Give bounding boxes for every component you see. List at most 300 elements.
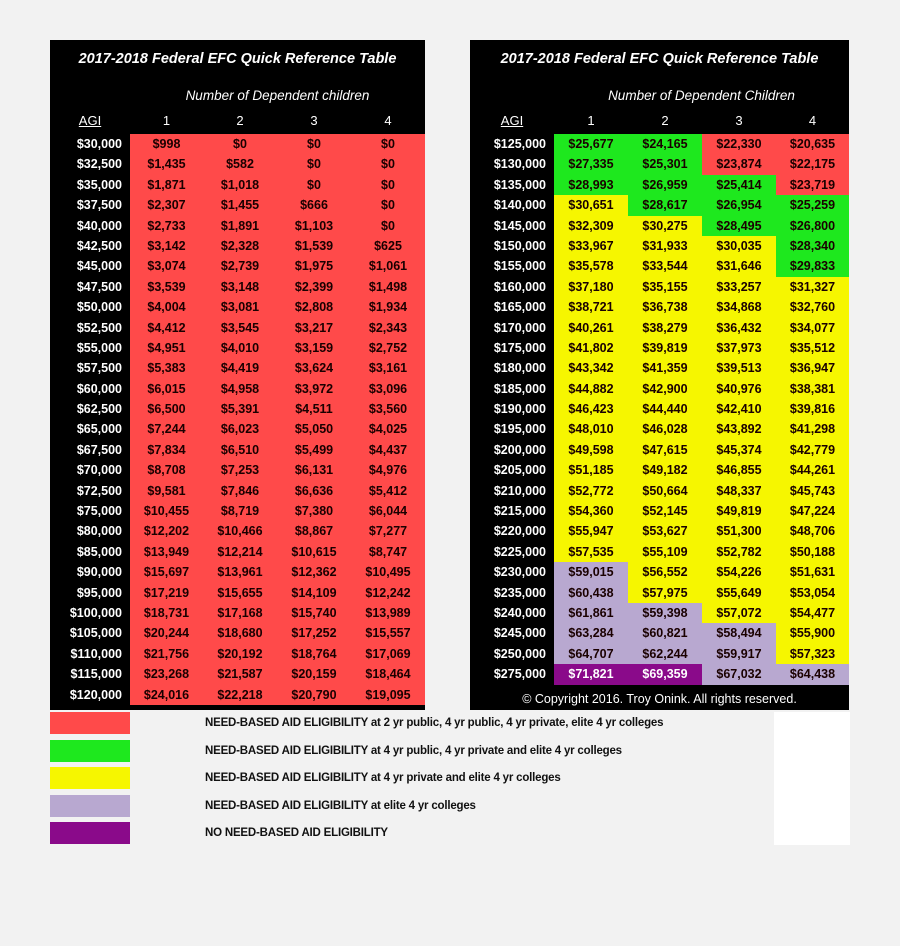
legend-swatch-green	[50, 740, 130, 762]
legend-item	[50, 795, 774, 817]
efc-value-cell: $40,261	[554, 318, 628, 338]
efc-value-cell: $2,739	[203, 256, 277, 276]
right-table-body	[470, 134, 849, 685]
efc-value-cell: $55,947	[554, 521, 628, 541]
efc-value-cell: $1,975	[277, 256, 351, 276]
efc-value-cell: $47,224	[776, 501, 849, 521]
efc-value-cell: $1,498	[351, 277, 425, 297]
efc-value-cell: $3,972	[277, 379, 351, 399]
efc-value-cell: $998	[130, 134, 203, 154]
efc-value-cell: $61,861	[554, 603, 628, 623]
efc-value-cell: $4,951	[130, 338, 203, 358]
agi-header: AGI	[78, 113, 102, 128]
efc-value-cell: $2,733	[130, 216, 203, 236]
legend-item	[50, 767, 774, 789]
right-table-subtitle: Number of Dependent Children	[608, 88, 795, 103]
efc-value-cell: $5,499	[277, 440, 351, 460]
efc-value-cell: $0	[351, 195, 425, 215]
legend-label: NEED-BASED AID ELIGIBILITY at 4 yr public, 4 yr private and elite 4 yr colleges	[205, 744, 622, 757]
efc-value-cell: $35,155	[628, 277, 702, 297]
column-header: 4	[808, 113, 817, 128]
efc-value-cell: $3,217	[277, 318, 351, 338]
efc-value-cell: $48,010	[554, 419, 628, 439]
efc-value-cell: $41,359	[628, 358, 702, 378]
efc-value-cell: $5,383	[130, 358, 203, 378]
efc-table-right	[470, 40, 849, 710]
efc-value-cell: $42,779	[776, 440, 849, 460]
efc-value-cell: $33,257	[702, 277, 776, 297]
efc-value-cell: $18,731	[130, 603, 203, 623]
table-row	[470, 216, 849, 236]
agi-cell: $60,000	[76, 381, 122, 396]
efc-value-cell: $7,846	[203, 481, 277, 501]
efc-value-cell: $67,032	[702, 664, 776, 684]
efc-value-cell: $20,790	[277, 685, 351, 705]
efc-value-cell: $53,054	[776, 583, 849, 603]
efc-value-cell: $39,819	[628, 338, 702, 358]
efc-value-cell: $43,342	[554, 358, 628, 378]
efc-value-cell: $25,414	[702, 175, 776, 195]
agi-cell: $150,000	[493, 238, 546, 253]
efc-value-cell: $18,464	[351, 664, 425, 684]
efc-value-cell: $24,165	[628, 134, 702, 154]
efc-value-cell: $31,327	[776, 277, 849, 297]
efc-value-cell: $53,627	[628, 521, 702, 541]
efc-value-cell: $54,226	[702, 562, 776, 582]
efc-value-cell: $47,615	[628, 440, 702, 460]
efc-value-cell: $28,993	[554, 175, 628, 195]
efc-value-cell: $0	[277, 154, 351, 174]
efc-value-cell: $1,891	[203, 216, 277, 236]
left-table-body	[50, 134, 425, 705]
efc-value-cell: $3,142	[130, 236, 203, 256]
efc-value-cell: $43,892	[702, 419, 776, 439]
efc-value-cell: $31,646	[702, 256, 776, 276]
efc-value-cell: $1,871	[130, 175, 203, 195]
efc-value-cell: $48,706	[776, 521, 849, 541]
efc-value-cell: $60,438	[554, 583, 628, 603]
efc-value-cell: $7,253	[203, 460, 277, 480]
table-row	[470, 318, 849, 338]
efc-value-cell: $59,015	[554, 562, 628, 582]
efc-value-cell: $3,148	[203, 277, 277, 297]
efc-value-cell: $49,819	[702, 501, 776, 521]
efc-value-cell: $3,161	[351, 358, 425, 378]
legend-label: NEED-BASED AID ELIGIBILITY at elite 4 yr colleges	[205, 799, 476, 812]
agi-cell: $245,000	[493, 626, 546, 641]
table-row	[50, 623, 425, 643]
efc-value-cell: $54,477	[776, 603, 849, 623]
efc-value-cell: $6,636	[277, 481, 351, 501]
efc-value-cell: $8,867	[277, 521, 351, 541]
efc-value-cell: $64,438	[776, 664, 849, 684]
efc-value-cell: $12,362	[277, 562, 351, 582]
efc-value-cell: $60,821	[628, 623, 702, 643]
efc-value-cell: $52,145	[628, 501, 702, 521]
efc-value-cell: $0	[351, 154, 425, 174]
efc-value-cell: $26,954	[702, 195, 776, 215]
efc-value-cell: $32,309	[554, 216, 628, 236]
efc-value-cell: $46,423	[554, 399, 628, 419]
agi-cell: $32,500	[76, 157, 122, 172]
efc-value-cell: $39,816	[776, 399, 849, 419]
efc-value-cell: $25,677	[554, 134, 628, 154]
efc-value-cell: $38,279	[628, 318, 702, 338]
agi-cell: $30,000	[76, 137, 122, 151]
efc-value-cell: $0	[277, 175, 351, 195]
table-row	[470, 623, 849, 643]
agi-cell: $115,000	[70, 667, 122, 682]
efc-value-cell: $4,419	[203, 358, 277, 378]
efc-value-cell: $38,381	[776, 379, 849, 399]
table-row	[470, 644, 849, 664]
efc-value-cell: $1,103	[277, 216, 351, 236]
table-row	[50, 481, 425, 501]
color-legend	[50, 712, 850, 847]
efc-value-cell: $22,330	[702, 134, 776, 154]
efc-value-cell: $36,738	[628, 297, 702, 317]
column-header: 2	[236, 113, 244, 128]
agi-cell: $205,000	[493, 463, 546, 478]
efc-value-cell: $1,061	[351, 256, 425, 276]
agi-cell: $190,000	[493, 402, 546, 417]
agi-cell: $62,500	[76, 402, 122, 417]
table-row	[50, 583, 425, 603]
efc-value-cell: $20,635	[776, 134, 849, 154]
table-row	[470, 236, 849, 256]
efc-value-cell: $2,328	[203, 236, 277, 256]
agi-cell: $215,000	[493, 504, 546, 519]
agi-cell: $165,000	[493, 300, 546, 315]
table-row	[470, 256, 849, 276]
agi-cell: $200,000	[493, 442, 546, 457]
efc-value-cell: $36,947	[776, 358, 849, 378]
efc-value-cell: $4,958	[203, 379, 277, 399]
agi-cell: $135,000	[493, 177, 546, 192]
efc-value-cell: $39,513	[702, 358, 776, 378]
efc-value-cell: $35,578	[554, 256, 628, 276]
column-header: 1	[162, 113, 171, 128]
agi-cell: $235,000	[493, 585, 546, 600]
agi-cell: $185,000	[493, 381, 546, 396]
efc-value-cell: $4,004	[130, 297, 203, 317]
table-row	[50, 338, 425, 358]
agi-cell: $37,500	[76, 198, 122, 213]
agi-cell: $105,000	[69, 626, 122, 641]
table-row	[470, 195, 849, 215]
agi-cell: $195,000	[493, 422, 546, 437]
agi-header: AGI	[500, 113, 524, 128]
efc-value-cell: $28,340	[776, 236, 849, 256]
agi-cell: $80,000	[76, 524, 122, 539]
table-row	[50, 603, 425, 623]
efc-value-cell: $49,598	[554, 440, 628, 460]
efc-value-cell: $30,275	[628, 216, 702, 236]
efc-value-cell: $666	[277, 195, 351, 215]
efc-value-cell: $4,025	[351, 419, 425, 439]
efc-value-cell: $1,455	[203, 195, 277, 215]
efc-value-cell: $59,917	[702, 644, 776, 664]
efc-value-cell: $13,961	[203, 562, 277, 582]
table-row	[470, 399, 849, 419]
efc-value-cell: $582	[203, 154, 277, 174]
efc-value-cell: $3,624	[277, 358, 351, 378]
efc-value-cell: $22,218	[203, 685, 277, 705]
efc-value-cell: $20,192	[203, 644, 277, 664]
efc-value-cell: $0	[351, 134, 425, 154]
efc-value-cell: $9,581	[130, 481, 203, 501]
agi-cell: $65,000	[76, 422, 122, 437]
efc-value-cell: $6,015	[130, 379, 203, 399]
efc-value-cell: $17,168	[203, 603, 277, 623]
efc-table-left	[50, 40, 425, 710]
efc-value-cell: $46,855	[702, 460, 776, 480]
efc-value-cell: $15,655	[203, 583, 277, 603]
efc-value-cell: $1,934	[351, 297, 425, 317]
efc-value-cell: $52,772	[554, 481, 628, 501]
legend-item	[50, 740, 774, 762]
efc-value-cell: $27,335	[554, 154, 628, 174]
efc-value-cell: $10,455	[130, 501, 203, 521]
efc-value-cell: $25,301	[628, 154, 702, 174]
agi-cell: $250,000	[493, 646, 546, 661]
legend-swatch-red	[50, 712, 130, 734]
table-row	[470, 583, 849, 603]
table-row	[470, 154, 849, 174]
agi-cell: $67,500	[76, 442, 122, 457]
efc-value-cell: $23,268	[130, 664, 203, 684]
table-row	[50, 379, 425, 399]
efc-value-cell: $31,933	[628, 236, 702, 256]
efc-value-cell: $20,159	[277, 664, 351, 684]
agi-cell: $50,000	[76, 300, 122, 315]
efc-value-cell: $38,721	[554, 297, 628, 317]
efc-value-cell: $26,800	[776, 216, 849, 236]
agi-cell: $55,000	[76, 340, 122, 355]
agi-cell: $145,000	[493, 218, 546, 233]
agi-cell: $125,000	[493, 137, 546, 151]
agi-cell: $210,000	[493, 483, 546, 498]
efc-value-cell: $45,374	[702, 440, 776, 460]
table-row	[470, 440, 849, 460]
table-row	[50, 460, 425, 480]
efc-value-cell: $3,159	[277, 338, 351, 358]
efc-value-cell: $0	[203, 134, 277, 154]
efc-value-cell: $15,557	[351, 623, 425, 643]
table-row	[50, 318, 425, 338]
agi-cell: $120,000	[69, 687, 122, 702]
efc-value-cell: $33,967	[554, 236, 628, 256]
legend-label: NO NEED-BASED AID ELIGIBILITY	[205, 827, 388, 839]
table-row	[470, 277, 849, 297]
left-table-header	[50, 110, 425, 132]
legend-item	[50, 822, 774, 844]
table-row	[50, 440, 425, 460]
legend-blank-panel	[774, 712, 850, 845]
agi-cell: $95,000	[76, 585, 122, 600]
efc-value-cell: $3,560	[351, 399, 425, 419]
efc-value-cell: $57,535	[554, 542, 628, 562]
efc-value-cell: $5,391	[203, 399, 277, 419]
column-header: 3	[735, 113, 743, 128]
agi-cell: $220,000	[493, 524, 546, 539]
table-row	[470, 501, 849, 521]
table-row	[470, 603, 849, 623]
efc-value-cell: $5,050	[277, 419, 351, 439]
table-row	[470, 175, 849, 195]
agi-cell: $85,000	[76, 544, 122, 559]
efc-value-cell: $12,214	[203, 542, 277, 562]
efc-value-cell: $34,868	[702, 297, 776, 317]
efc-value-cell: $69,359	[628, 664, 702, 684]
agi-cell: $42,500	[76, 238, 122, 253]
agi-cell: $155,000	[493, 259, 546, 274]
efc-value-cell: $625	[351, 236, 425, 256]
efc-value-cell: $6,500	[130, 399, 203, 419]
efc-value-cell: $55,649	[702, 583, 776, 603]
agi-cell: $180,000	[493, 361, 546, 376]
efc-value-cell: $12,242	[351, 583, 425, 603]
efc-value-cell: $37,180	[554, 277, 628, 297]
efc-value-cell: $6,131	[277, 460, 351, 480]
table-row	[50, 195, 425, 215]
efc-value-cell: $57,323	[776, 644, 849, 664]
efc-value-cell: $25,259	[776, 195, 849, 215]
table-row	[50, 685, 425, 705]
efc-value-cell: $6,044	[351, 501, 425, 521]
efc-value-cell: $3,545	[203, 318, 277, 338]
agi-cell: $75,000	[76, 504, 122, 519]
agi-cell: $110,000	[70, 646, 122, 661]
agi-cell: $57,500	[76, 361, 122, 376]
efc-value-cell: $22,175	[776, 154, 849, 174]
efc-value-cell: $40,976	[702, 379, 776, 399]
table-row	[470, 664, 849, 684]
efc-value-cell: $12,202	[130, 521, 203, 541]
legend-swatch-yellow	[50, 767, 130, 789]
efc-value-cell: $51,185	[554, 460, 628, 480]
agi-cell: $40,000	[76, 218, 122, 233]
legend-item	[50, 712, 774, 734]
table-row	[470, 542, 849, 562]
efc-value-cell: $18,764	[277, 644, 351, 664]
efc-value-cell: $17,219	[130, 583, 203, 603]
agi-cell: $45,000	[76, 259, 122, 274]
efc-value-cell: $4,511	[277, 399, 351, 419]
efc-value-cell: $21,587	[203, 664, 277, 684]
agi-cell: $90,000	[76, 565, 122, 580]
efc-value-cell: $3,081	[203, 297, 277, 317]
efc-value-cell: $18,680	[203, 623, 277, 643]
efc-value-cell: $44,882	[554, 379, 628, 399]
efc-value-cell: $41,298	[776, 419, 849, 439]
efc-value-cell: $0	[351, 175, 425, 195]
efc-value-cell: $59,398	[628, 603, 702, 623]
efc-value-cell: $10,466	[203, 521, 277, 541]
agi-cell: $47,500	[76, 279, 122, 294]
efc-value-cell: $28,495	[702, 216, 776, 236]
efc-value-cell: $8,747	[351, 542, 425, 562]
efc-value-cell: $19,095	[351, 685, 425, 705]
table-row	[50, 256, 425, 276]
table-row	[50, 562, 425, 582]
efc-value-cell: $4,010	[203, 338, 277, 358]
table-row	[50, 501, 425, 521]
agi-cell: $160,000	[493, 279, 546, 294]
efc-value-cell: $1,018	[203, 175, 277, 195]
efc-value-cell: $1,539	[277, 236, 351, 256]
agi-cell: $225,000	[493, 544, 546, 559]
table-row	[50, 358, 425, 378]
efc-value-cell: $15,740	[277, 603, 351, 623]
efc-value-cell: $35,512	[776, 338, 849, 358]
efc-value-cell: $5,412	[351, 481, 425, 501]
efc-value-cell: $32,760	[776, 297, 849, 317]
efc-value-cell: $55,900	[776, 623, 849, 643]
efc-value-cell: $13,989	[351, 603, 425, 623]
efc-value-cell: $17,252	[277, 623, 351, 643]
efc-value-cell: $13,949	[130, 542, 203, 562]
table-row	[470, 379, 849, 399]
efc-value-cell: $30,035	[702, 236, 776, 256]
efc-value-cell: $3,074	[130, 256, 203, 276]
legend-swatch-purple	[50, 822, 130, 844]
left-table-title: 2017-2018 Federal EFC Quick Reference Table	[78, 51, 397, 67]
efc-value-cell: $15,697	[130, 562, 203, 582]
efc-value-cell: $2,343	[351, 318, 425, 338]
left-table-subtitle: Number of Dependent children	[185, 88, 370, 103]
agi-cell: $240,000	[493, 605, 546, 620]
table-row	[50, 664, 425, 684]
table-row	[470, 460, 849, 480]
efc-value-cell: $1,435	[130, 154, 203, 174]
table-row	[470, 134, 849, 154]
efc-value-cell: $20,244	[130, 623, 203, 643]
efc-value-cell: $71,821	[554, 664, 628, 684]
agi-cell: $175,000	[493, 340, 546, 355]
agi-cell: $170,000	[493, 320, 546, 335]
efc-value-cell: $42,900	[628, 379, 702, 399]
efc-value-cell: $33,544	[628, 256, 702, 276]
efc-value-cell: $37,973	[702, 338, 776, 358]
efc-value-cell: $51,631	[776, 562, 849, 582]
efc-value-cell: $4,437	[351, 440, 425, 460]
efc-value-cell: $4,976	[351, 460, 425, 480]
efc-value-cell: $0	[277, 134, 351, 154]
copyright-text: © Copyright 2016. Troy Onink. All rights reserved.	[522, 692, 797, 706]
table-row	[50, 542, 425, 562]
efc-value-cell: $49,182	[628, 460, 702, 480]
table-row	[470, 419, 849, 439]
efc-value-cell: $3,539	[130, 277, 203, 297]
efc-value-cell: $28,617	[628, 195, 702, 215]
efc-value-cell: $23,719	[776, 175, 849, 195]
efc-value-cell: $7,277	[351, 521, 425, 541]
table-row	[50, 399, 425, 419]
right-table-title: 2017-2018 Federal EFC Quick Reference Table	[500, 51, 819, 67]
efc-value-cell: $54,360	[554, 501, 628, 521]
table-row	[50, 175, 425, 195]
table-row	[50, 216, 425, 236]
efc-value-cell: $34,077	[776, 318, 849, 338]
efc-value-cell: $64,707	[554, 644, 628, 664]
efc-value-cell: $50,664	[628, 481, 702, 501]
efc-value-cell: $2,399	[277, 277, 351, 297]
column-header: 3	[310, 113, 318, 128]
efc-value-cell: $63,284	[554, 623, 628, 643]
efc-value-cell: $7,834	[130, 440, 203, 460]
column-header: 2	[661, 113, 669, 128]
